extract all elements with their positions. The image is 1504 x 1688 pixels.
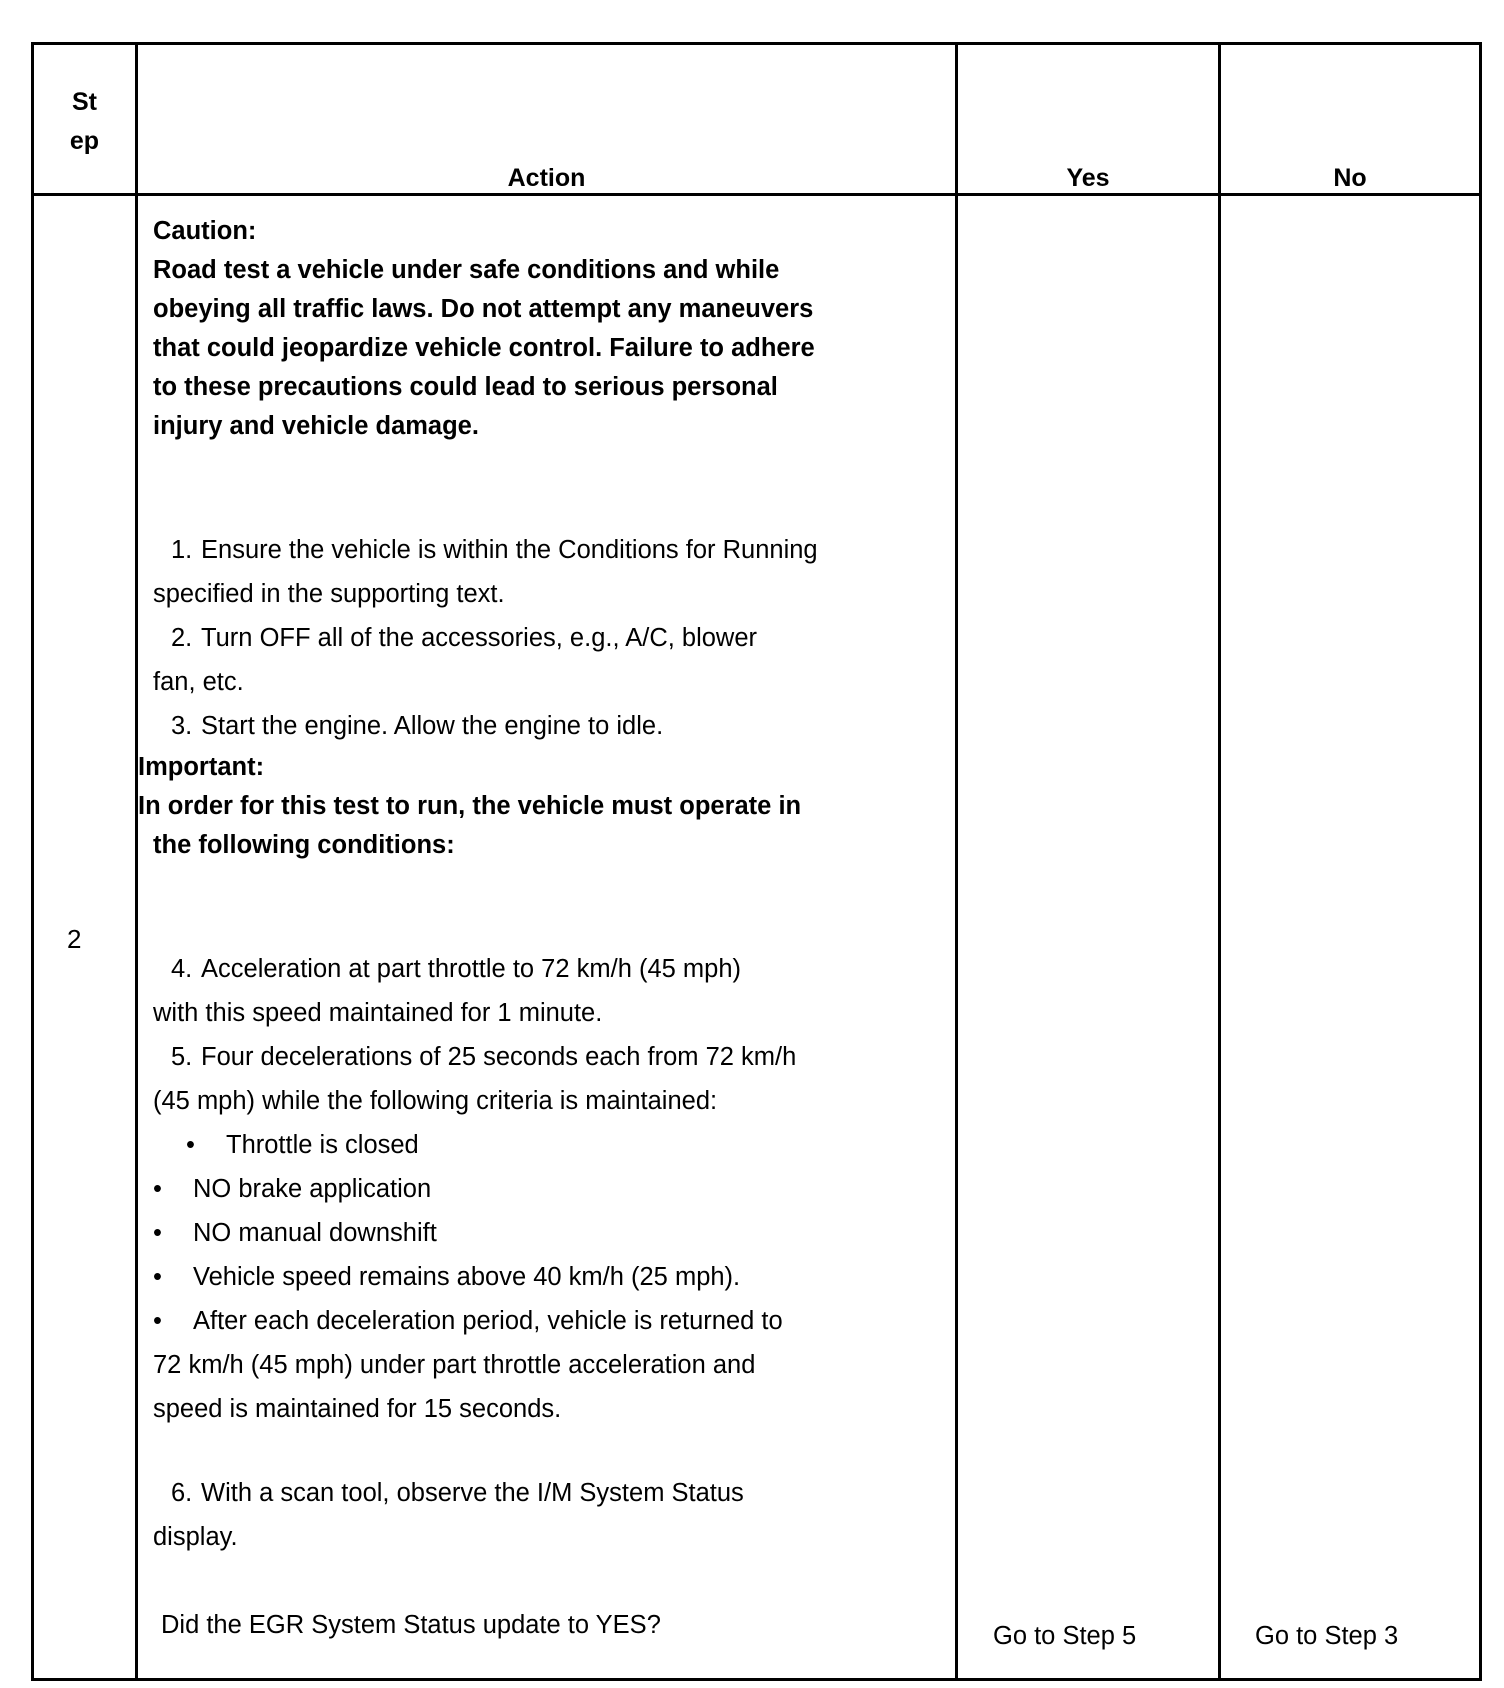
list-item bbox=[138, 616, 955, 660]
diagnostic-table bbox=[31, 42, 1482, 1681]
bullet-item bbox=[138, 1255, 955, 1299]
yes-column-header: Yes bbox=[957, 44, 1220, 195]
step-header-line1: St bbox=[72, 88, 97, 116]
list-text: Acceleration at part throttle to 72 km/h (45 mph) bbox=[201, 955, 742, 983]
bullet-icon: • bbox=[153, 1307, 162, 1335]
list-continuation: display. bbox=[153, 1523, 238, 1551]
list-item bbox=[138, 947, 955, 991]
caution-line: obeying all traffic laws. Do not attempt any maneuvers bbox=[153, 295, 814, 323]
list-continuation: specified in the supporting text. bbox=[153, 580, 505, 608]
list-item bbox=[138, 1471, 955, 1515]
question-text: Did the EGR System Status update to YES? bbox=[161, 1611, 661, 1639]
bullet-continuation: speed is maintained for 15 seconds. bbox=[153, 1395, 562, 1423]
caution-line: Road test a vehicle under safe conditions and while bbox=[153, 256, 780, 284]
step-number: 2 bbox=[67, 924, 82, 954]
bullet-text: NO brake application bbox=[193, 1175, 432, 1203]
list-text: Four decelerations of 25 seconds each from 72 km/h bbox=[201, 1043, 797, 1071]
yes-cell bbox=[957, 195, 1220, 1680]
no-action: Go to Step 3 bbox=[1255, 1622, 1399, 1650]
bullet-text: NO manual downshift bbox=[193, 1219, 437, 1247]
yes-action: Go to Step 5 bbox=[993, 1622, 1137, 1650]
important-line: the following conditions: bbox=[153, 831, 455, 859]
bullet-text: After each deceleration period, vehicle is returned to bbox=[193, 1307, 783, 1335]
list-number: 3. bbox=[171, 712, 193, 740]
list-text: Ensure the vehicle is within the Conditions for Running bbox=[201, 536, 818, 564]
step-header-line2: ep bbox=[69, 127, 100, 155]
caution-line: that could jeopardize vehicle control. Failure to adhere bbox=[153, 334, 815, 362]
list-number: 6. bbox=[171, 1479, 193, 1507]
list-number: 4. bbox=[171, 955, 193, 983]
list-number: 2. bbox=[171, 624, 193, 652]
bullet-continuation: 72 km/h (45 mph) under part throttle acceleration and bbox=[153, 1351, 756, 1379]
important-title: Important: bbox=[138, 753, 265, 781]
bullet-item bbox=[138, 1123, 955, 1167]
list-continuation: with this speed maintained for 1 minute. bbox=[153, 999, 603, 1027]
list-continuation: (45 mph) while the following criteria is maintained: bbox=[153, 1087, 718, 1115]
no-column-header: No bbox=[1220, 44, 1481, 195]
step-cell bbox=[33, 195, 137, 1680]
bullet-item bbox=[138, 1211, 955, 1255]
list-number: 1. bbox=[171, 536, 193, 564]
bullet-item bbox=[138, 1299, 955, 1343]
list-text: Turn OFF all of the accessories, e.g., A/C, blower bbox=[201, 624, 758, 652]
list-text: Start the engine. Allow the engine to idle. bbox=[201, 712, 664, 740]
caution-line: injury and vehicle damage. bbox=[153, 412, 479, 440]
bullet-icon: • bbox=[153, 1219, 162, 1247]
list-number: 5. bbox=[171, 1043, 193, 1071]
caution-line: to these precautions could lead to serious personal bbox=[153, 373, 778, 401]
bullet-text: Throttle is closed bbox=[226, 1131, 419, 1159]
step-column-header bbox=[33, 44, 137, 195]
action-column-header: Action bbox=[137, 44, 957, 195]
bullet-icon: • bbox=[153, 1263, 162, 1291]
action-cell bbox=[137, 195, 957, 1680]
list-text: With a scan tool, observe the I/M System Status bbox=[201, 1479, 744, 1507]
bullet-text: Vehicle speed remains above 40 km/h (25 mph). bbox=[193, 1263, 741, 1291]
header-row bbox=[33, 44, 1481, 195]
caution-title: Caution: bbox=[153, 217, 257, 245]
no-cell bbox=[1220, 195, 1481, 1680]
table-row bbox=[33, 195, 1481, 1680]
list-continuation: fan, etc. bbox=[153, 668, 244, 696]
bullet-icon: • bbox=[153, 1175, 162, 1203]
bullet-icon: • bbox=[186, 1131, 195, 1159]
bullet-item bbox=[138, 1167, 955, 1211]
list-item bbox=[138, 528, 955, 572]
list-item bbox=[138, 1035, 955, 1079]
list-item bbox=[138, 704, 955, 748]
important-line: In order for this test to run, the vehicle must operate in bbox=[138, 792, 802, 820]
